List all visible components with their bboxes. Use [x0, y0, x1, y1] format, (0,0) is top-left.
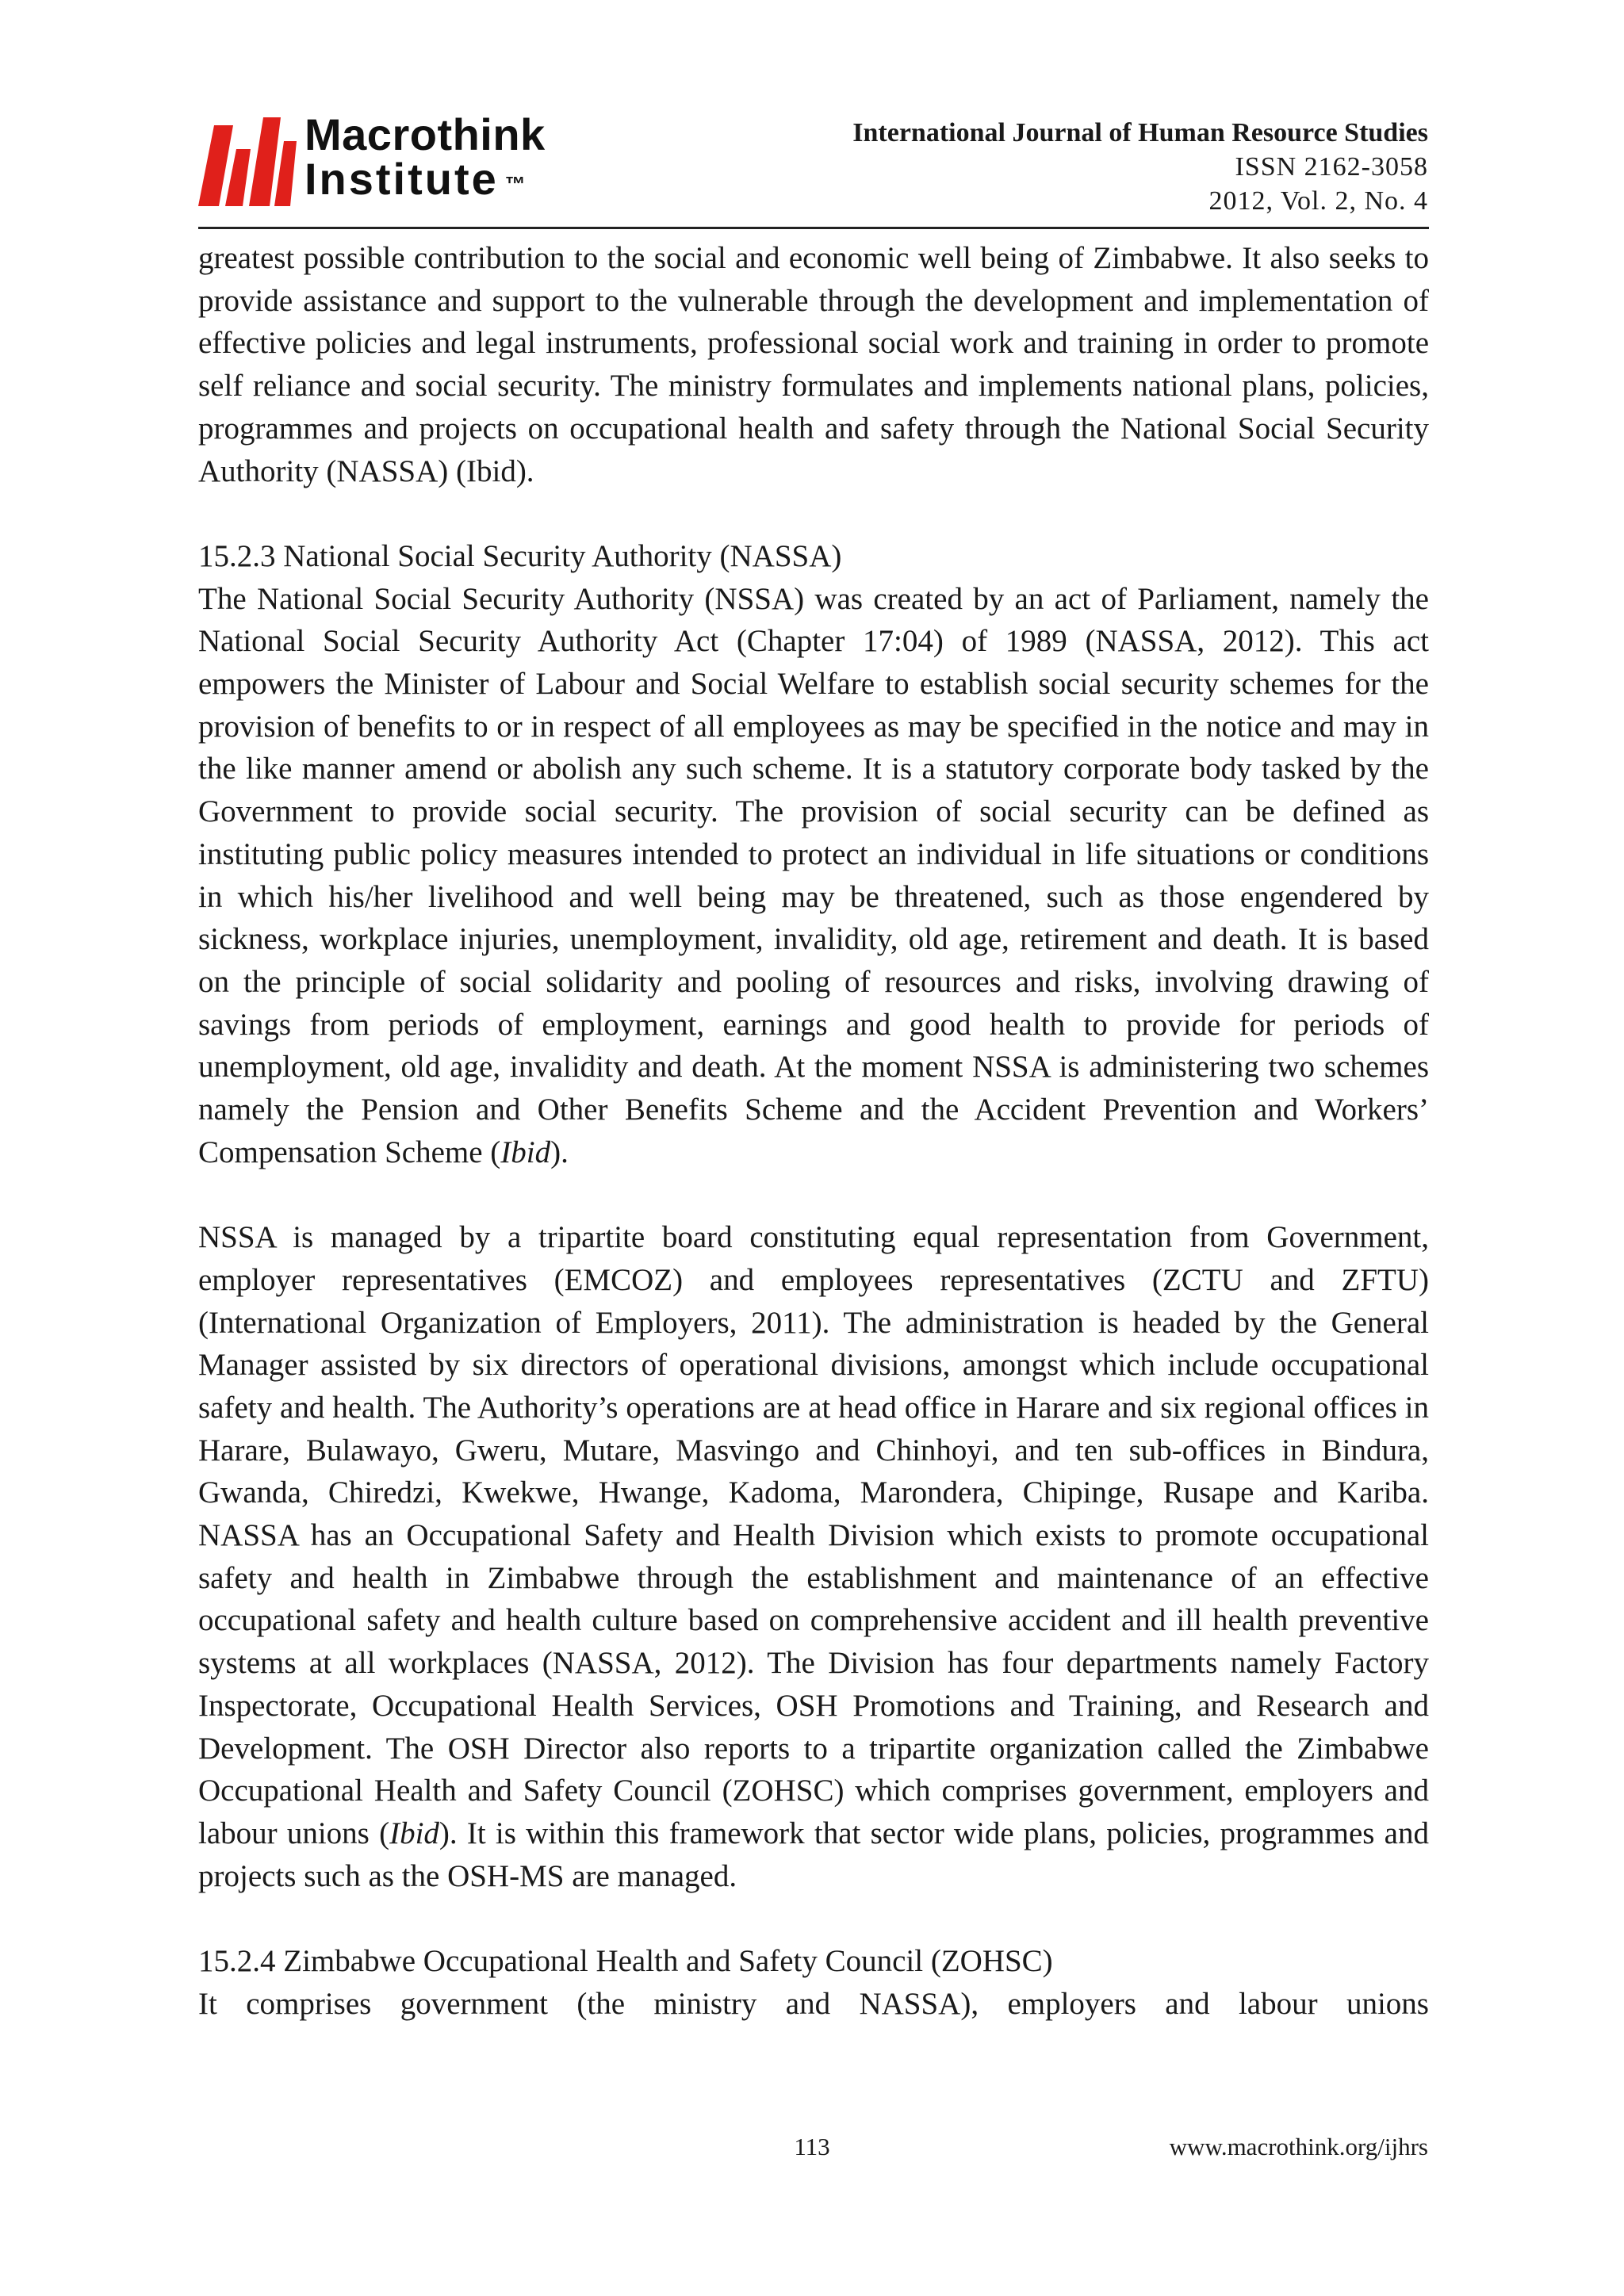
logo-line-2-text: Institute [304, 154, 499, 204]
citation-ibid: Ibid [389, 1816, 439, 1850]
paragraph-zohsc: It comprises government (the ministry and NASSA), employers and labour unions [198, 1986, 1429, 2021]
paragraph-gap [198, 492, 1429, 535]
paragraph-nssa-management-text: NSSA is managed by a tripartite board constituting equal representation from Government, employer representatives (EMCOZ) and employees representatives (ZCTU and ZFTU) (International Organization of Employers, 2011). The administration is headed by the General Manager assisted by six directors of operational divisions, amongst which include occupational safety and health. The Authority’s operations are at head office in Harare and six regional offices in Harare, Bulawayo, Gweru, Mutare, Masvingo and Chinhoyi, and ten sub-offices in Bindura, Gwanda, Chiredzi, Kwekwe, Hwange, Kadoma, Marondera, Chipinge, Rusape and Kariba. NASSA has an Occupational Safety and Health Division which exists to promote occupational safety and health in Zimbabwe through the establishment and maintenance of an effective occupational safety and health culture based on comprehensive accident and ill health preventive systems at all workplaces (NASSA, 2012). The Division has four departments namely Factory Inspectorate, Occupational Health Services, OSH Promotions and Training, and Research and Development. The OSH Director also reports to a tripartite organization called the Zimbabwe Occupational Health and Safety Council (ZOHSC) which comprises government, employers and labour unions ( [198, 1220, 1429, 1850]
paragraph-nssa-creation-end: ). [550, 1135, 569, 1169]
header-divider [198, 227, 1429, 229]
journal-info [852, 116, 1428, 218]
publisher-logo [198, 109, 626, 209]
logo-wordmark [304, 109, 546, 204]
paragraph-nssa-creation [198, 578, 1429, 1174]
paragraph-gap [198, 1173, 1429, 1216]
journal-issn: ISSN 2162-3058 [1235, 152, 1428, 182]
journal-title: International Journal of Human Resource Studies [852, 118, 1428, 147]
paragraph-nssa-management-end: ). It is within this framework that sector wide plans, policies, programmes and projects such as the OSH-MS are managed. [198, 1816, 1429, 1893]
logo-line-1: Macrothink [304, 109, 546, 159]
trademark-symbol: ™ [504, 172, 526, 196]
macrothink-logo-icon [198, 117, 297, 206]
citation-ibid: Ibid [500, 1135, 551, 1169]
footer-url: www.macrothink.org/ijhrs [1169, 2133, 1428, 2160]
paragraph-gap [198, 1897, 1429, 1940]
section-heading-15-2-3: 15.2.3 National Social Security Authority (NASSA) [198, 538, 842, 573]
article-body [198, 237, 1429, 2025]
section-heading-15-2-4: 15.2.4 Zimbabwe Occupational Health and Safety Council (ZOHSC) [198, 1944, 1053, 1979]
logo-line-2 [304, 154, 546, 204]
paragraph-nssa-creation-text: The National Social Security Authority (NSSA) was created by an act of Parliament, namely the National Social Security Authority Act (Chapter 17:04) of 1989 (NASSA, 2012). This act empowers the Minister of Labour and Social Welfare to establish social security schemes for the provision of benefits to or in respect of all employees as may be specified in the notice and may in the like manner amend or abolish any such scheme. It is a statutory corporate body tasked by the Government to provide social security. The provision of social security can be defined as instituting public policy measures intended to protect an individual in life situations or conditions in which his/her livelihood and well being may be threatened, such as those engendered by sickness, workplace injuries, unemployment, invalidity, old age, retirement and death. It is based on the principle of social solidarity and pooling of resources and risks, involving drawing of savings from periods of employment, earnings and good health to provide for periods of unemployment, old age, invalidity and death. At the moment NSSA is administering two schemes namely the Pension and Other Benefits Scheme and the Accident Prevention and Workers’ Compensation Scheme ( [198, 581, 1429, 1169]
page-number: 113 [794, 2133, 830, 2160]
journal-volume: 2012, Vol. 2, No. 4 [1208, 186, 1428, 216]
paragraph-ministry-continued: greatest possible contribution to the social and economic well being of Zimbabwe. It also seeks to provide assistance and support to the vulnerable through the development and implementation of effective policies and legal instruments, professional social work and training in order to promote self reliance and social security. The ministry formulates and implements national plans, policies, programmes and projects on occupational health and safety through the National Social Security Authority (NASSA) (Ibid). [198, 241, 1429, 488]
paragraph-nssa-management [198, 1216, 1429, 1897]
